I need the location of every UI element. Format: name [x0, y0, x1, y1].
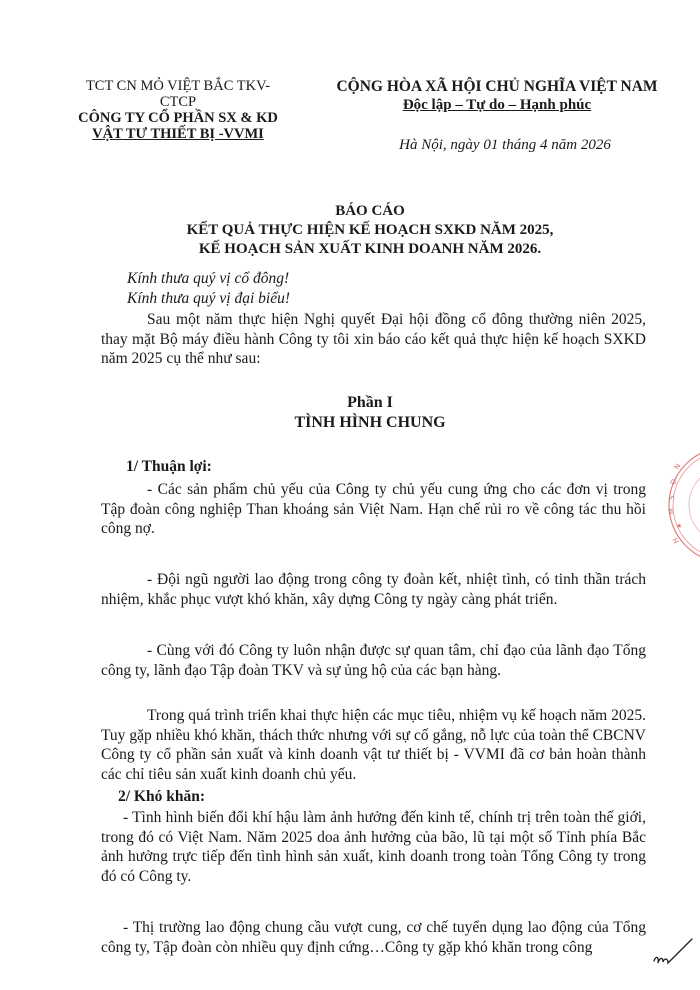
greeting-shareholders: Kính thưa quý vị cổ đông! — [127, 270, 290, 287]
section-heading-difficulties: 2/ Khó khăn: — [118, 788, 206, 805]
advantage-item — [101, 570, 646, 609]
company-name-2: VẬT TƯ THIẾT BỊ -VVMI — [92, 126, 264, 142]
summary-paragraph — [101, 706, 646, 784]
difficulty-text: - Tình hình biến đổi khí hậu làm ảnh hưởng đến kinh tế, chính trị trên toàn thế giới, trong đó có Việt Nam. Năm 2025 doa ảnh hưởng của bão, lũ tại một số Tỉnh phía Bắc ảnh hưởng trực tiếp đến tình hình sản xuất, kinh doanh trong toàn Tổng Công ty trong đó có Công ty. — [101, 809, 646, 885]
summary-text: Trong quá trình triển khai thực hiện các mục tiêu, nhiệm vụ kế hoạch năm 2025. Tuy gặp nhiều khó khăn, thách thức nhưng với sự cố gắng, nỗ lực của toàn thể CBCNV Công ty cổ phần sản xuất và kinh doanh vật tư thiết bị - VVMI đã cơ bản hoàn thành các chỉ tiêu sản xuất kinh doanh chủ yếu. — [101, 707, 646, 783]
svg-text:H: H — [671, 536, 681, 545]
parent-org: TCT CN MỎ VIỆT BẮC TKV-CTCP — [85, 78, 271, 110]
greeting-delegates: Kính thưa quý vị đại biểu! — [127, 290, 290, 307]
part-title: TÌNH HÌNH CHUNG — [294, 414, 446, 431]
svg-text:S.: S. — [668, 493, 677, 501]
document-title — [110, 202, 630, 259]
difficulty-item — [101, 808, 646, 886]
advantage-item — [101, 480, 646, 539]
part-label: Phần I — [347, 394, 393, 411]
intro-text: Sau một năm thực hiện Nghị quyết Đại hội đồng cổ đông thường niên 2025, thay mặt Bộ máy điều hành Công ty tôi xin báo cáo kết quả thực hiện kế hoạch SXKD năm 2025 cụ thể như sau: — [101, 311, 646, 368]
issuer-block — [68, 78, 288, 142]
advantage-text: - Cùng với đó Công ty luôn nhận được sự quan tâm, chỉ đạo của lãnh đạo Tổng công ty, lãnh đạo Tập đoàn TKV và sự ủng hộ của các bạn hàng. — [101, 642, 646, 679]
svg-text:D.: D. — [669, 476, 679, 486]
intro-paragraph — [101, 310, 646, 369]
advantage-text: - Đội ngũ người lao động trong công ty đoàn kết, nhiệt tình, có tinh thần trách nhiệm, khắc phục vượt khó khăn, xây dựng Công ty ngày càng phát triển. — [101, 571, 646, 608]
difficulty-item — [101, 918, 646, 957]
title-line-3: KẾ HOẠCH SẢN XUẤT KINH DOANH NĂM 2026. — [198, 241, 542, 257]
title-line-1: BÁO CÁO — [335, 203, 405, 219]
signature-icon — [650, 935, 695, 970]
section-heading-advantages: 1/ Thuận lợi: — [126, 458, 212, 475]
svg-text:N: N — [672, 462, 683, 471]
difficulty-text: - Thị trường lao động chung cầu vượt cung, cơ chế tuyển dụng lao động của Tổng công ty, Tập đoàn còn nhiều quy định cứng…Công ty gặp khó khăn trong công — [101, 919, 646, 956]
national-motto: Độc lập – Tự do – Hạnh phúc — [402, 97, 592, 113]
svg-text:M.: M. — [667, 505, 676, 515]
svg-text:★: ★ — [676, 522, 683, 530]
title-line-2: KẾT QUẢ THỰC HIỆN KẾ HOẠCH SXKD NĂM 2025, — [186, 222, 554, 238]
advantage-text: - Các sản phẩm chủ yếu của Công ty chủ yếu cung ứng cho các đơn vị trong Tập đoàn công nghiệp Than khoáng sản Việt Nam. Hạn chế rủi ro về công tác thu hồi công nợ. — [101, 481, 646, 538]
document-date: Hà Nội, ngày 01 tháng 4 năm 2026 — [399, 137, 611, 153]
national-title: CỘNG HÒA XÃ HỘI CHỦ NGHĨA VIỆT NAM — [336, 78, 658, 95]
company-name: CÔNG TY CỔ PHẦN SX & KD — [78, 110, 278, 126]
national-header — [312, 78, 682, 114]
advantage-item — [101, 641, 646, 680]
company-stamp-icon — [662, 440, 700, 570]
